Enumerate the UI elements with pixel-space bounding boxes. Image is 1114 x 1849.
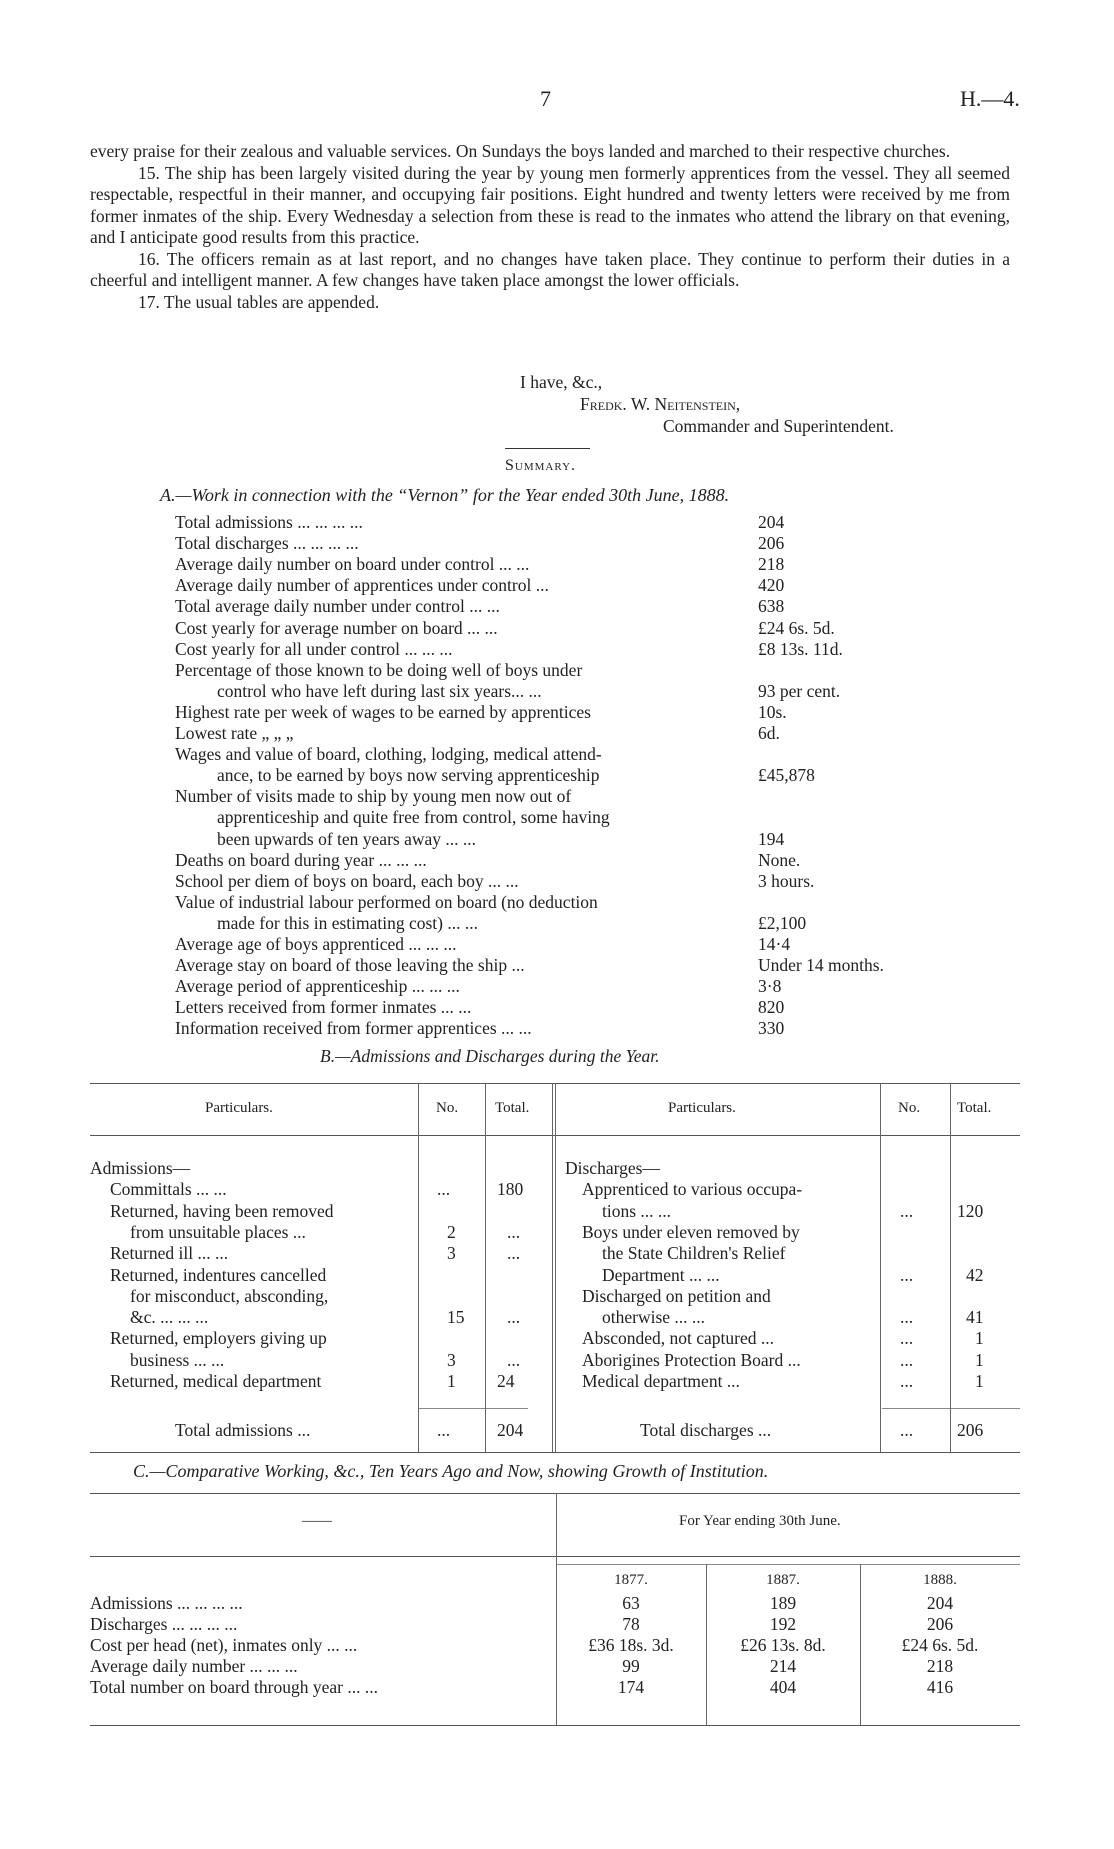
table-row-label: Total number on board through year ... ... [90, 1677, 378, 1697]
summary-label: Deaths on board during year ... ... ... [175, 849, 427, 870]
year-header: 1888. [923, 1572, 957, 1588]
summary-label: Cost yearly for all under control ... ... ... [175, 638, 453, 659]
summary-value: 330 [758, 1018, 785, 1039]
table-cell-no: ... [900, 1371, 914, 1391]
table-row-label: Department ... ... [602, 1264, 720, 1285]
section-heading: Admissions— [90, 1158, 191, 1178]
column-header: No. [898, 1100, 921, 1116]
summary-row [175, 850, 935, 871]
summary-label: Average stay on board of those leaving the ship ... [175, 955, 525, 976]
summary-row [175, 575, 935, 596]
section-heading: Discharges— [565, 1158, 660, 1178]
column-header: —— [302, 1513, 332, 1529]
section-b-title: B.—Admissions and Discharges during the Year. [320, 1046, 660, 1066]
summary-value: None. [758, 849, 801, 870]
summary-label: Information received from former apprentices ... ... [175, 1018, 532, 1039]
table-row-label: Absconded, not captured ... [582, 1328, 774, 1349]
total-row-value: 206 [957, 1420, 984, 1440]
column-header: Particulars. [205, 1100, 273, 1116]
table-cell-total: 1 [975, 1328, 984, 1349]
table-row-label: Aborigines Protection Board ... [582, 1349, 801, 1370]
table-column-rule [706, 1564, 707, 1725]
divider [505, 448, 590, 449]
year-header: 1887. [766, 1572, 800, 1588]
summary-row [175, 807, 935, 828]
summary-value: 820 [758, 997, 785, 1018]
summary-label: Average period of apprenticeship ... ... ... [175, 976, 460, 997]
table-row-label: Committals ... ... [110, 1179, 227, 1200]
summary-value: 204 [758, 512, 785, 532]
table-cell-no: 1 [447, 1371, 456, 1391]
table-rule [90, 1493, 1020, 1494]
summary-value: 218 [758, 554, 785, 575]
table-row-label: Boys under eleven removed by [582, 1221, 800, 1242]
table-row-label: from unsuitable places ... [130, 1221, 306, 1242]
table-cell: 206 [926, 1614, 954, 1634]
summary-value: 638 [758, 596, 785, 617]
table-cell: 78 [622, 1614, 640, 1634]
table-row-label: &c. ... ... ... [130, 1307, 209, 1328]
signature-salutation: I have, &c., [520, 372, 603, 392]
table-column-rule [556, 1493, 557, 1725]
table-cell: 192 [769, 1614, 797, 1634]
paragraph: 15. The ship has been largely visited during the year by young men formerly apprentices from the vessel. They all seemed respectable, respectful in their manner, and occupying fair positions. Eight hundred and twenty letters were received by me from former inmates of the ship. Every Wednesday a selection from these is read to the inmates who attend the library on that evening, and I anticipate good results from this practice. [90, 162, 1010, 247]
paragraph: 17. The usual tables are appended. [138, 291, 380, 312]
table-rule [90, 1556, 1020, 1557]
table-cell: £26 13s. 8d. [740, 1635, 826, 1655]
summary-row [175, 533, 935, 554]
summary-label: Total average daily number under control ... ... [175, 596, 500, 617]
summary-value: £45,878 [758, 765, 815, 786]
table-cell-no: 3 [447, 1349, 456, 1370]
summary-label: Percentage of those known to be doing well of boys under [175, 659, 583, 680]
summary-label: ance, to be earned by boys now serving apprenticeship [217, 765, 600, 786]
table-rule [418, 1408, 528, 1409]
summary-row [175, 744, 935, 765]
summary-value: 206 [758, 533, 785, 554]
summary-row [175, 723, 935, 744]
summary-row [175, 702, 935, 723]
summary-value: £8 13s. 11d. [758, 638, 843, 659]
table-row-label: tions ... ... [602, 1200, 672, 1221]
table-cell: £24 6s. 5d. [901, 1635, 979, 1655]
table-cell-no: 2 [447, 1221, 456, 1242]
summary-row [175, 871, 935, 892]
summary-row [175, 681, 935, 702]
total-row-label: Total admissions ... [175, 1420, 311, 1440]
table-rule [90, 1452, 1020, 1453]
summary-row [175, 786, 935, 807]
signature-name: Fredk. W. Neitenstein, [580, 394, 741, 414]
table-row-label: otherwise ... ... [602, 1307, 706, 1328]
column-header: For Year ending 30th June. [679, 1513, 841, 1529]
summary-row [175, 913, 935, 934]
summary-label: Number of visits made to ship by young men now out of [175, 786, 572, 807]
column-header: Total. [495, 1100, 530, 1116]
summary-row [175, 596, 935, 617]
summary-row [175, 765, 935, 786]
table-row-label: Returned ill ... ... [110, 1243, 229, 1264]
page-number: 7 [540, 86, 551, 111]
table-cell-no: 15 [447, 1307, 465, 1328]
summary-label: Cost yearly for average number on board ... ... [175, 617, 498, 638]
table-row-label: the State Children's Relief [602, 1243, 786, 1264]
table-column-rule [555, 1083, 556, 1452]
summary-label: Total admissions ... ... ... ... [175, 512, 363, 532]
table-cell-no: 3 [447, 1243, 456, 1264]
summary-value: 3·8 [758, 976, 782, 997]
summary-row [175, 997, 935, 1018]
summary-value: 14·4 [758, 934, 791, 954]
summary-row [175, 976, 935, 997]
table-rule [882, 1408, 1020, 1409]
summary-label: Total discharges ... ... ... ... [175, 533, 359, 554]
section-c-title: C.—Comparative Working, &c., Ten Years Ago and Now, showing Growth of Institution. [133, 1461, 769, 1481]
column-header: Particulars. [668, 1100, 736, 1116]
summary-value: 10s. [758, 701, 787, 722]
table-row-label: Returned, having been removed [110, 1200, 334, 1221]
summary-value: 93 per cent. [758, 680, 841, 701]
summary-value: 194 [758, 828, 785, 849]
table-cell-no: ... [900, 1307, 914, 1328]
column-header: No. [436, 1100, 459, 1116]
summary-value: £2,100 [758, 912, 807, 933]
table-cell: 214 [769, 1656, 797, 1676]
paragraph: 16. The officers remain as at last report, and no changes have taken place. They continue to perform their duties in a cheerful and intelligent manner. A few changes have taken place amongst the lower officials. [90, 248, 1010, 290]
table-row-label: for misconduct, absconding, [130, 1285, 329, 1306]
table-row-label: Average daily number ... ... ... [90, 1656, 298, 1676]
table-cell-total: 1 [975, 1371, 984, 1391]
summary-row [175, 618, 935, 639]
summary-label: been upwards of ten years away ... ... [217, 828, 477, 849]
table-row-label: Discharges ... ... ... ... [90, 1614, 238, 1634]
table-column-rule [880, 1083, 881, 1452]
table-column-rule [418, 1083, 419, 1452]
table-cell-total: 41 [966, 1307, 984, 1328]
summary-heading: Summary. [505, 457, 577, 474]
summary-row [175, 660, 935, 681]
summary-value: 6d. [758, 723, 780, 743]
total-row-no: ... [437, 1420, 451, 1440]
table-cell-total: 24 [497, 1371, 515, 1391]
table-cell: £36 18s. 3d. [588, 1635, 674, 1655]
year-header: 1877. [614, 1572, 648, 1588]
summary-row [175, 892, 935, 913]
body-text [90, 141, 1010, 313]
summary-label: School per diem of boys on board, each boy ... ... [175, 870, 519, 891]
summary-row [175, 934, 935, 955]
table-cell: 404 [769, 1677, 797, 1697]
table-cell-total: ... [507, 1243, 521, 1264]
table-row-label: Returned, employers giving up [110, 1328, 327, 1349]
summary-row [175, 512, 935, 533]
table-cell: 204 [926, 1593, 954, 1613]
table-row-label: business ... ... [130, 1349, 225, 1370]
table-row-label: Admissions ... ... ... ... [90, 1593, 243, 1613]
summary-label: Average daily number on board under control ... ... [175, 554, 530, 575]
table-cell-no: ... [437, 1179, 451, 1200]
table-column-rule [552, 1083, 553, 1452]
table-cell: 189 [769, 1593, 797, 1613]
table-cell-total: 180 [497, 1179, 524, 1200]
summary-label: apprenticeship and quite free from control, some having [217, 807, 610, 828]
table-cell: 63 [622, 1593, 640, 1613]
summary-label: control who have left during last six years... ... [217, 680, 542, 701]
summary-label: made for this in estimating cost) ... ... [217, 912, 478, 933]
table-cell-total: 1 [975, 1349, 984, 1370]
table-rule [90, 1725, 1020, 1726]
summary-row [175, 829, 935, 850]
table-row-label: Cost per head (net), inmates only ... ... [90, 1635, 358, 1655]
table-column-rule [860, 1564, 861, 1725]
signature-title: Commander and Superintendent. [663, 416, 894, 436]
table-cell-total: ... [507, 1349, 521, 1370]
column-header: Total. [957, 1100, 992, 1116]
total-row-label: Total discharges ... [640, 1420, 772, 1440]
summary-value: 3 hours. [758, 870, 815, 891]
table-row-label: Discharged on petition and [582, 1285, 771, 1306]
summary-label: Lowest rate „ „ „ [175, 723, 294, 743]
table-row-label: Returned, medical department [110, 1371, 322, 1391]
paragraph: every praise for their zealous and valuable services. On Sundays the boys landed and marched to their respective churches. [90, 141, 951, 161]
summary-value: Under 14 months. [758, 955, 884, 976]
summary-label: Average daily number of apprentices under control ... [175, 575, 549, 596]
section-a-title: A.—Work in connection with the “Vernon” for the Year ended 30th June, 1888. [160, 485, 730, 505]
total-row-value: 204 [497, 1420, 524, 1440]
table-row-label: Returned, indentures cancelled [110, 1264, 327, 1285]
table-column-rule [485, 1083, 486, 1452]
table-cell: 174 [617, 1677, 645, 1697]
summary-label: Letters received from former inmates ... ... [175, 997, 472, 1018]
table-cell-total: ... [507, 1221, 521, 1242]
summary-row [175, 955, 935, 976]
summary-row [175, 639, 935, 660]
table-cell: 99 [622, 1656, 640, 1676]
total-row-no: ... [900, 1420, 914, 1440]
summary-value: 420 [758, 575, 785, 596]
summary-label: Average age of boys apprenticed ... ... ... [175, 934, 457, 954]
table-row-label: Medical department ... [582, 1371, 740, 1391]
summary-row [175, 554, 935, 575]
table-cell-total: 42 [966, 1264, 984, 1285]
table-cell: 218 [926, 1656, 954, 1676]
table-cell-no: ... [900, 1264, 914, 1285]
table-cell: 416 [926, 1677, 954, 1697]
document-reference: H.—4. [960, 86, 1020, 111]
table-cell-no: ... [900, 1328, 914, 1349]
summary-value: £24 6s. 5d. [758, 617, 835, 638]
table-cell-total: ... [507, 1307, 521, 1328]
table-cell-total: 120 [957, 1200, 984, 1221]
table-rule [556, 1564, 1020, 1565]
table-row-label: Apprenticed to various occupa- [582, 1179, 803, 1200]
summary-label: Value of industrial labour performed on board (no deduction [175, 891, 598, 912]
summary-label: Wages and value of board, clothing, lodging, medical attend- [175, 744, 602, 765]
table-cell-no: ... [900, 1200, 914, 1221]
table-column-rule [950, 1083, 951, 1452]
summary-label: Highest rate per week of wages to be earned by apprentices [175, 701, 591, 722]
summary-row [175, 1018, 935, 1039]
table-cell-no: ... [900, 1349, 914, 1370]
